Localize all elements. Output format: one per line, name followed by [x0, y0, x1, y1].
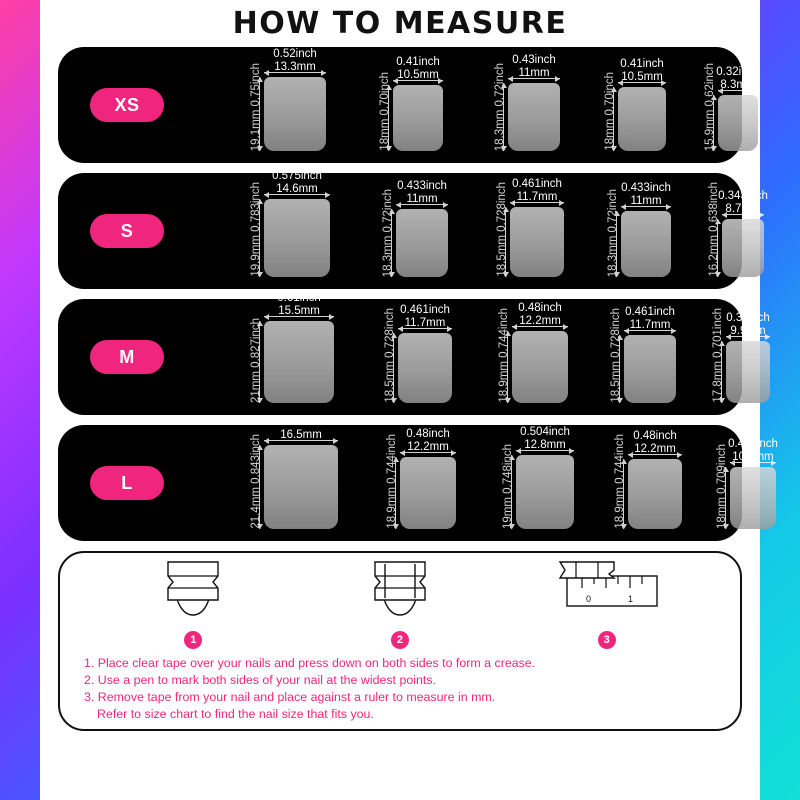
pen-mark-nail-icon: [345, 554, 455, 624]
nail-height-label: 18.5mm 0.728inch: [495, 182, 508, 277]
nail-height-label: 17.8mm 0.701inch: [711, 308, 724, 403]
nail-width-label: 0.461inch 11.7mm: [512, 178, 562, 203]
nail-width-label: 0.48inch 12.2mm: [406, 428, 450, 453]
nail-group: [497, 302, 568, 403]
size-band-xs: [58, 47, 760, 163]
nail-width-label: 0.433inch 11mm: [621, 182, 671, 207]
nail-group: [501, 426, 574, 529]
instruction-line-2: 2. Use a pen to mark both sides of your nail at the widest points.: [84, 673, 436, 687]
nail-group: [606, 182, 671, 277]
size-band-m: [58, 292, 770, 415]
nail-width-label: 0.48inch 12.2mm: [518, 302, 562, 327]
nail-group: [249, 292, 334, 403]
nail-swatch: [249, 62, 326, 151]
nail-swatch: [378, 72, 443, 151]
instruction-line-1: 1. Place clear tape over your nails and press down on both sides to form a crease.: [84, 656, 536, 670]
nail-group: [715, 438, 778, 529]
nail-width-label: 0.41inch 10.5mm: [396, 56, 440, 81]
nail-swatch: [249, 434, 338, 529]
nail-width-label: 0.575inch 14.6mm: [272, 170, 322, 195]
step-2: [325, 554, 475, 649]
size-label-m: M: [90, 340, 164, 374]
nail-group: [495, 178, 564, 277]
nail-height-label: 18mm 0.70inch: [378, 72, 391, 151]
nail-width-label: 0.343inch 8.7mm: [718, 190, 768, 215]
step-number: 1: [184, 631, 202, 649]
nail-height-label: 19mm 0.748inch: [501, 443, 514, 529]
size-chart-page: [40, 0, 778, 800]
nail-height-label: 18mm 0.70inch: [603, 72, 616, 151]
nail-width-label: 0.461inch 11.7mm: [400, 304, 450, 329]
page-title: HOW TO MEASURE: [232, 6, 568, 41]
nail-width-label: 0.433inch 11mm: [397, 180, 447, 205]
nail-width-label: 0.65inch 16.5mm: [279, 416, 323, 441]
nail-group: [249, 416, 338, 529]
tape-over-nail-icon: [138, 554, 248, 624]
nail-group: [383, 304, 452, 403]
nail-group: [249, 48, 326, 151]
nail-height-label: 21mm 0.827inch: [249, 317, 262, 403]
nail-group: [603, 58, 666, 151]
step-1: [118, 554, 268, 649]
nail-row-m: [178, 292, 770, 415]
nail-group: [609, 306, 676, 403]
nail-row-l: [178, 416, 778, 541]
nail-width-label: 0.39inch 9.9mm: [726, 312, 770, 337]
size-label-xs: XS: [90, 88, 164, 122]
nail-height-label: 18.9mm 0.744inch: [613, 434, 626, 529]
nail-width-label: 0.461inch 11.7mm: [625, 306, 675, 331]
nail-width-label: 0.32inch 8.3mm: [716, 66, 760, 91]
size-band-s: [58, 170, 768, 289]
nail-swatch: [603, 72, 666, 151]
nail-group: [613, 430, 682, 529]
size-label-s: S: [90, 214, 164, 248]
nail-height-label: 18.9mm 0.744inch: [497, 308, 510, 403]
nail-width-label: 0.43inch 11mm: [512, 54, 556, 79]
svg-text:0: 0: [585, 594, 591, 604]
nail-group: [703, 62, 760, 151]
instruction-line-3: 3. Remove tape from your nail and place against a ruler to measure in mm.: [84, 690, 496, 704]
nail-height-label: 18mm 0.709inch: [715, 443, 728, 529]
nail-group: [493, 54, 560, 151]
step-number: 3: [598, 631, 616, 649]
nail-row-s: [178, 170, 768, 289]
nail-group: [378, 56, 443, 151]
nail-group: [707, 182, 768, 277]
nail-width-label: 0.504inch 12.8mm: [520, 426, 570, 451]
nail-width-label: 0.52inch 13.3mm: [273, 48, 317, 73]
nail-group: [249, 170, 330, 277]
nail-height-label: 15.9mm 0.62inch: [703, 62, 716, 151]
nail-height-label: 19.1mm 0.75inch: [249, 62, 262, 151]
svg-text:1: 1: [627, 594, 633, 604]
nail-height-label: 21.4mm 0.843inch: [249, 434, 262, 529]
steps-row: [60, 553, 740, 649]
instruction-line-4: Refer to size chart to find the nail size that fits you.: [97, 707, 374, 721]
step-number: 2: [391, 631, 409, 649]
nail-group: [711, 308, 770, 403]
nail-group: [381, 180, 448, 277]
instruction-text: [60, 649, 740, 723]
nail-swatch: [501, 443, 574, 529]
nail-width-label: 0.413inch 10.5mm: [728, 438, 778, 463]
nail-height-label: 18.9mm 0.744inch: [385, 434, 398, 529]
nail-height-label: 18.3mm 0.72inch: [493, 62, 506, 151]
nail-height-label: 18.5mm 0.728inch: [609, 308, 622, 403]
size-band-l: [58, 416, 778, 541]
step-3: [532, 554, 682, 649]
nail-height-label: 18.5mm 0.728inch: [383, 308, 396, 403]
tape-on-ruler-icon: [542, 554, 672, 624]
nail-group: [385, 428, 456, 529]
nail-row-xs: [178, 47, 760, 163]
nail-width-label: 0.41inch 10.5mm: [620, 58, 664, 83]
nail-height-label: 19.9mm 0.783inch: [249, 182, 262, 277]
nail-swatch: [249, 317, 334, 403]
nail-height-label: 18.3mm 0.72inch: [606, 188, 619, 277]
nail-height-label: 18.3mm 0.72inch: [381, 188, 394, 277]
instructions-panel: [58, 551, 742, 731]
nail-width-label: 0.48inch 12.2mm: [633, 430, 677, 455]
nail-height-label: 16.2mm 0.638inch: [707, 182, 720, 277]
size-label-l: L: [90, 466, 164, 500]
nail-width-label: 0.61inch 15.5mm: [277, 292, 321, 317]
